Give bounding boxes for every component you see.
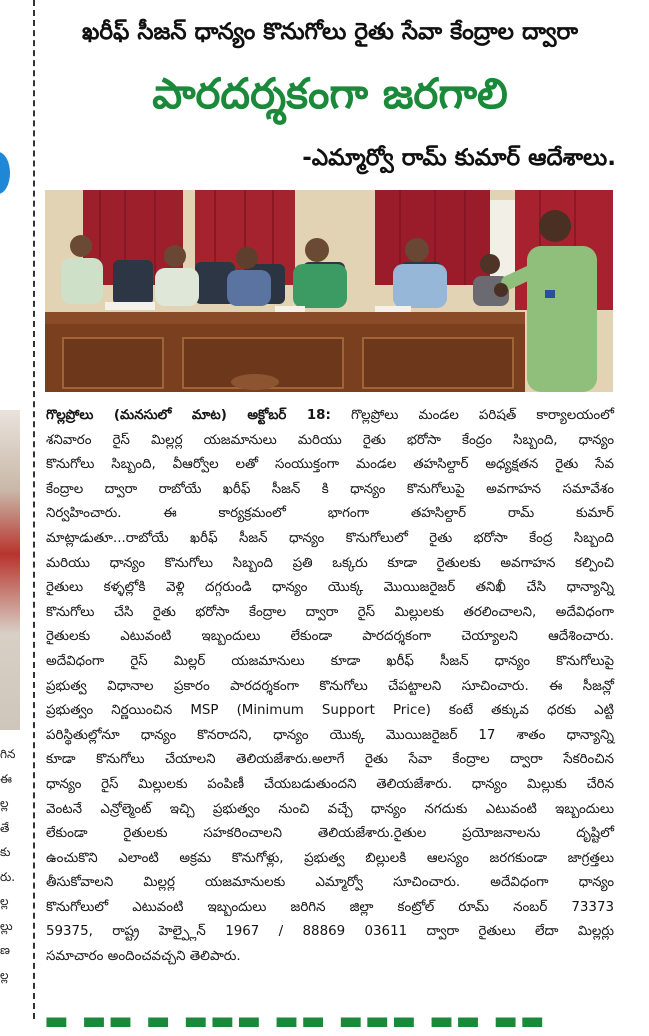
- left-text-line: ల్ల: [0, 894, 9, 908]
- left-text-line: ఈ: [0, 771, 12, 786]
- body-line: కొనుగోలులో ఎటువంటి ఇబ్బందులు జరిగిన జిల్లా కంట్రోల్ రూమ్ నంబర్ 73373: [46, 899, 614, 915]
- left-photo-fragment: [0, 410, 20, 730]
- body-line: కూడా కొనుగోలు చేయాలని తెలియజేశారు.అలాగే రైతు సేవా కేంద్రాల ద్వారా సేకరించిన: [46, 752, 614, 768]
- left-text-line: ల్ల: [0, 967, 9, 982]
- body-line: ప్రభుత్వ విధానాల ప్రకారం పారదర్శకంగా కొనుగోలు చేపట్టాలని సూచించారు. ఈ సీజన్లో: [46, 678, 614, 694]
- left-text-line: ణ: [0, 943, 10, 957]
- left-text-line: తే: [0, 820, 10, 835]
- body-line: మరియు ధాన్యం కొనుగోలు సిబ్బంది ప్రతి ఒక్కరు కూడా రైతులకు అవగాహన కల్పించి: [46, 555, 614, 571]
- article-dateline: గొల్లప్రోలు (మనసులో మాట) అక్టోబర్ 18:: [46, 408, 331, 423]
- next-article-headline-fragment: [44, 1006, 616, 1036]
- body-line: నిర్వహించారు. ఈ కార్యక్రమంలో భాగంగా తహసిల్దార్ రామ్ కుమార్: [46, 506, 614, 522]
- blue-badge-icon: [0, 152, 10, 194]
- meeting-photo: [45, 190, 613, 392]
- left-text-fragment: [0, 742, 26, 987]
- body-line: 59375, రాష్ట్ర హెల్ప్లైన్ 1967 / 88869 03611 ద్వారా రైతులు లేదా మిల్లర్లు: [46, 924, 614, 940]
- body-line: లేకుండా రైతులకు సహకరించాలని తెలియజేశారు.రైతుల ప్రయోజనాలను దృష్టిలో: [46, 826, 614, 842]
- left-text-line: గిన: [0, 747, 16, 761]
- body-line: వెంటనే ఎన్రోల్మెంట్ ఇచ్చి ప్రభుత్వం నుంచి వచ్చే ధాన్యం నగదుకు ఎటువంటి ఇబ్బందులు: [46, 801, 614, 817]
- body-line: తీసుకోవాలని మిల్లర్ల యజమానులకు ఎమ్మార్వో సూచించారు. అదేవిధంగా ధాన్యం: [46, 875, 614, 891]
- body-line: రైతులు కళ్ళల్లోకి వెళ్లి దగ్గరుండి ధాన్యం యొక్క మొయిజరైజర్ తనిఖీ చేసి ధాన్యాన్ని: [46, 580, 614, 596]
- body-line: ప్రభుత్వం నిర్ణయించిన MSP (Minimum Support Price) కంటే తక్కువ ధరకు ఎట్టి: [46, 703, 614, 719]
- column-divider: [33, 0, 35, 1019]
- body-line: కేంద్రాల ద్వారా రాబోయే ఖరీఫ్ సీజన్ కి ధాన్యం కొనుగోలుపై అవగాహన సమావేశం: [46, 481, 614, 497]
- body-line: కొనుగోలు సిబ్బంది, వీఆర్వోల లతో సంయుక్తంగా మండల తహసిల్దార్ అధ్యక్షతన రైతు సేవ: [46, 457, 614, 473]
- article-byline: -ఎమ్మార్వో రామ్ కుమార్ ఆదేశాలు.: [302, 145, 616, 171]
- left-text-line: రు.: [0, 869, 16, 884]
- article-body: [46, 404, 614, 970]
- article-headline: పారదర్శకంగా జరగాలి: [152, 69, 508, 118]
- article-kicker: ఖరీఫ్ సీజన్ ధాన్యం కొనుగోలు రైతు సేవా కేంద్రాల ద్వారా: [82, 19, 578, 45]
- meeting-photo-illustration: [45, 190, 613, 392]
- body-line: కొనుగోలు చేసి రైతు భరోసా కేంద్రాల ద్వారా రైస్ మిల్లులకు తరలించాలని, అదేవిధంగా: [46, 604, 614, 620]
- body-line: ధాన్యం రైస్ మిల్లులకు పంపిణీ చేయబడుతుందని తెలియజేశారు. ధాన్యం మిల్లుకు చేరిన: [46, 776, 614, 792]
- left-text-line: కు: [0, 845, 11, 859]
- body-line-text: గొల్లప్రోలు మండల పరిషత్ కార్యాలయంలో: [350, 408, 614, 423]
- left-column-fragment: [0, 0, 26, 1019]
- next-headline-clipped: ▬ ▬▬ ▬ ▬▬▬ ▬▬ ▬▬▬ ▬▬ ▬▬: [44, 1006, 547, 1036]
- left-text-line: ల్లు: [0, 918, 13, 933]
- body-line: అదేవిధంగా రైస్ మిల్లర్ యజమానులు కూడా ఖరీఫ్ సీజన్ ధాన్యం కొనుగోలుపై: [46, 653, 614, 669]
- body-line: [46, 404, 614, 429]
- body-line: సమాచారం అందించవచ్చని తెలిపారు.: [46, 949, 241, 965]
- body-line: రైతులకు ఎటువంటి ఇబ్బందులు లేకుండా పారదర్శకంగా చెయ్యాలని ఆదేశించారు.: [46, 629, 614, 645]
- body-line: ఉంచుకొని ఎలాంటి అక్రమ కొనుగోళ్లు, ప్రభుత్వ బిల్లులకి ఆలస్యం జరగకుండా జాగ్రత్తలు: [46, 850, 614, 866]
- body-line: శనివారం రైస్ మిల్లర్ల యజమానులు మరియు రైతు భరోసా కేంద్రం సిబ్బంది, ధాన్యం: [46, 432, 614, 448]
- left-text-line: ల్ల: [0, 796, 9, 810]
- body-line: పరిస్థితుల్లోనూ ధాన్యం కొనరాదని, ధాన్యం యొక్క మొయిజరైజర్ 17 శాతం ధాన్యాన్ని: [46, 727, 614, 743]
- body-line: మాట్లాడుతూ...రాబోయే ఖరీఫ్ సీజన్ ధాన్యం కొనుగోలులో రైతు భరోసా కేంద్ర సిబ్బంది: [46, 530, 614, 546]
